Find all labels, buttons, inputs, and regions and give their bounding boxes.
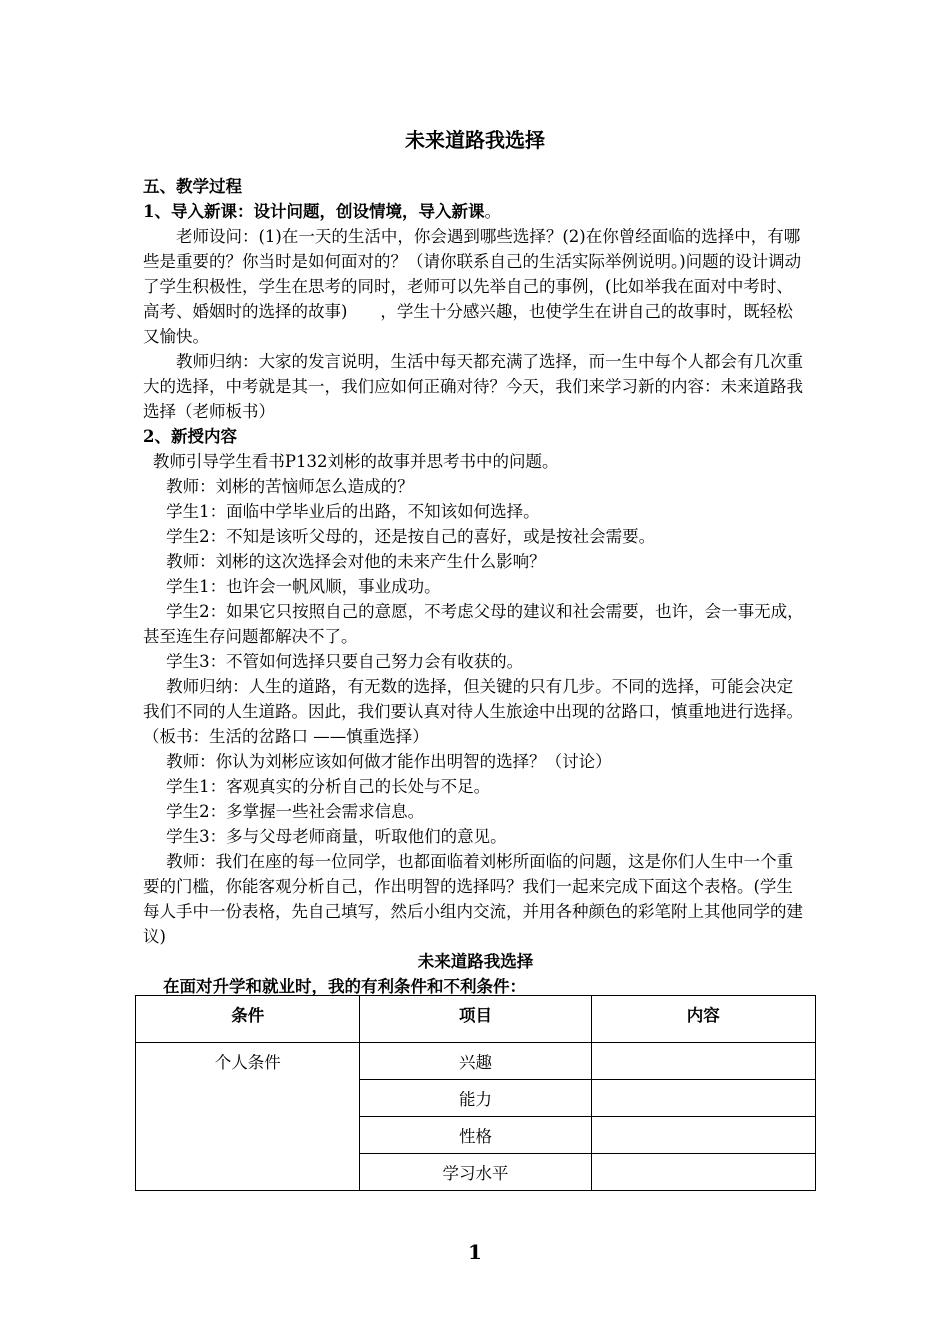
item-cell: 学习水平: [360, 1154, 591, 1191]
group-cell: 个人条件: [136, 1043, 360, 1191]
column-header: 项目: [360, 996, 591, 1043]
dialogue-line: 学生1：客观真实的分析自己的长处与不足。: [166, 777, 491, 796]
conditions-table: [135, 995, 816, 1191]
dialogue-line: 教师引导学生看书P132刘彬的故事并思考书中的问题。: [152, 452, 559, 471]
dialogue-line: 学生3：不管如何选择只要自己努力会有收获的。: [166, 652, 524, 671]
dialogue-line: 学生2：多掌握一些社会需求信息。: [166, 802, 425, 821]
content-cell[interactable]: [591, 1043, 815, 1080]
step1-heading-end: 。: [484, 202, 501, 221]
document-body: [143, 174, 808, 999]
dialogue-line: 学生1：面临中学毕业后的出路，不知该如何选择。: [166, 502, 540, 521]
content-cell[interactable]: [591, 1080, 815, 1117]
step2-heading: 2、新授内容: [143, 427, 237, 446]
dialogue-line: 教师：我们在座的每一位同学，也都面临着刘彬所面临的问题，这是你们人生中一个重要的门槛，你能客观分析自己，作出明智的选择吗？我们一起来完成下面这个表格。(学生每人手中一份表格，先自己填写，然后小组内交流，并用各种颜色的彩笔附上其他同学的建议): [143, 852, 803, 946]
item-cell: 性格: [360, 1117, 591, 1154]
dialogue-line: 学生3：多与父母老师商量，听取他们的意见。: [166, 827, 507, 846]
dialogue-line: 学生1：也许会一帆风顺，事业成功。: [166, 577, 441, 596]
column-header: 条件: [136, 996, 360, 1043]
paragraph: 教师归纳：大家的发言说明，生活中每天都充满了选择，而一生中每个人都会有几次重大的选择，中考就是其一，我们应如何正确对待？今天，我们来学习新的内容：未来道路我选择（老师板书）: [143, 352, 803, 421]
dialogue-line: 学生2：不知是该听父母的，还是按自己的喜好，或是按社会需要。: [166, 527, 656, 546]
table-title: 未来道路我选择: [417, 952, 534, 971]
document-title: 未来道路我选择: [405, 128, 545, 152]
dialogue-line: 教师：刘彬的这次选择会对他的未来产生什么影响？: [166, 552, 546, 571]
step1-heading: 1、导入新课：设计问题，创设情境，导入新课: [143, 202, 485, 221]
table-row: [136, 1043, 816, 1080]
table-subtitle: 在面对升学和就业时，我的有利条件和不利条件：: [163, 977, 526, 996]
paragraph: 老师设问：(1)在一天的生活中，你会遇到哪些选择？(2)在你曾经面临的选择中，有哪些是重要的？你当时是如何面对的？（请你联系自己的生活实际举例说明。)问题的设计调动了学生积极性，学生在思考的同时，老师可以先举自己的事例，(比如举我在面对中考时、高考、婚姻时的选择的故事) ，学生十分感兴趣，也使学生在讲自己的故事时，既轻松又愉快。: [143, 227, 802, 346]
table-header-row: [136, 996, 816, 1043]
item-cell: 兴趣: [360, 1043, 591, 1080]
content-cell[interactable]: [591, 1154, 815, 1191]
content-cell[interactable]: [591, 1117, 815, 1154]
column-header: 内容: [591, 996, 815, 1043]
dialogue-line: 教师：刘彬的苦恼师怎么造成的？: [166, 477, 414, 496]
step1-heading-line: [143, 199, 808, 224]
section-heading: 五、教学过程: [143, 177, 242, 196]
dialogue-line: 学生2：如果它只按照自己的意愿，不考虑父母的建议和社会需要，也许，会一事无成，甚至连生存问题都解决不了。: [143, 602, 804, 646]
page-number: 1: [468, 1240, 482, 1264]
dialogue-line: 教师：你认为刘彬应该如何做才能作出明智的选择？（讨论）: [166, 752, 612, 771]
item-cell: 能力: [360, 1080, 591, 1117]
dialogue-line: 教师归纳：人生的道路，有无数的选择，但关键的只有几步。不同的选择，可能会决定我们不同的人生道路。因此，我们要认真对待人生旅途中出现的岔路口，慎重地进行选择。（板书：生活的岔路口 ——慎重选择）: [143, 677, 803, 746]
